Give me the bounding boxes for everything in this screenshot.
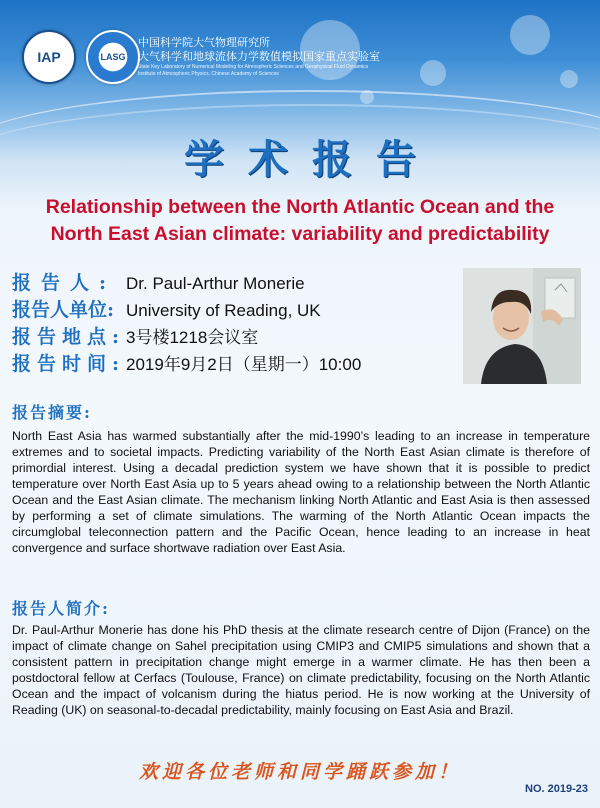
info-row-affiliation xyxy=(12,295,361,322)
bokeh-decoration xyxy=(510,15,550,55)
speaker-photo xyxy=(463,268,581,384)
info-value: 2019年9月2日（星期一）10:00 xyxy=(126,355,362,374)
abstract-heading: 报告摘要: xyxy=(12,403,92,422)
info-value: 3号楼1218会议室 xyxy=(126,328,259,347)
talk-title-line: Relationship between the North Atlantic Ocean and the xyxy=(45,196,555,218)
talk-title-line: North East Asian climate: variability and predictability xyxy=(50,223,550,245)
document-number: NO. 2019-23 xyxy=(525,783,588,795)
poster-title: 学术报告 xyxy=(184,136,440,183)
info-label: 报告时间: xyxy=(12,353,126,375)
bokeh-decoration xyxy=(420,60,446,86)
info-row-location xyxy=(12,322,361,349)
talk-info xyxy=(12,268,361,376)
info-row-time xyxy=(12,349,361,376)
welcome-footer: 欢迎各位老师和同学踊跃参加！ xyxy=(138,761,461,783)
bio-heading: 报告人简介: xyxy=(12,599,110,618)
logo-group xyxy=(22,30,140,84)
info-label: 报告人: xyxy=(12,272,117,294)
info-label: 报告地点: xyxy=(12,326,126,348)
speaker-portrait-icon xyxy=(463,268,581,384)
lab-name-en: State Key Laboratory of Numerical Modeling for Atmospheric Sciences and Geophysical Fluid Dynamics xyxy=(138,64,369,70)
iap-logo: IAP xyxy=(22,30,76,84)
institution-name-cn: 中国科学院大气物理研究所 xyxy=(138,37,270,49)
info-row-speaker xyxy=(12,268,361,295)
bio-text: Dr. Paul-Arthur Monerie has done his PhD thesis at the climate research centre of Dijon (France) on the impact of climate change on Sahel precipitation using CMIP3 and CMIP5 simulations and shown that a consistent pattern in precipitation change might emerge in a warmer climate. He has then been a postdoctoral fellow at Cerfacs (Toulouse, France) on climate predictability, focusing on the North Atlantic Ocean and the impact of volcanism during the hiatus period. He is now working at the University of Reading (UK) on seasonal-to-decadal predictability, mainly focusing on East Asia and Brazil. xyxy=(12,623,590,717)
institution-block xyxy=(138,36,380,78)
lasg-logo: LASG xyxy=(86,30,140,84)
info-value: University of Reading, UK xyxy=(126,301,321,320)
bokeh-decoration xyxy=(560,70,578,88)
lab-name-cn: 大气科学和地球流体力学数值模拟国家重点实验室 xyxy=(138,51,380,63)
info-label: 报告人单位: xyxy=(12,299,115,321)
info-value: Dr. Paul-Arthur Monerie xyxy=(126,274,305,293)
talk-title xyxy=(10,194,590,248)
institution-name-en: Institute of Atmospheric Physics, Chinese Academy of Sciences xyxy=(138,71,279,77)
abstract-text: North East Asia has warmed substantially after the mid-1990’s leading to an increase in temperature extremes and to societal impacts. Predicting variability of the North East Asian climate is therefore of primordial interest. Using a decadal prediction system we have shown that it is possible to predict temperature over North East Asia up to 5 years ahead owing to a relationship between the North Atlantic Ocean and the East Asian climate. The mechanism linking North Atlantic and East Asia is then assessed by performing a set of climate simulations. The warming of the North Atlantic Ocean impacts the circumglobal teleconnection pattern and the Pacific Ocean, hence leading to an increase in heat convergence and surface shortwave radiation over East Asia. xyxy=(12,429,590,555)
